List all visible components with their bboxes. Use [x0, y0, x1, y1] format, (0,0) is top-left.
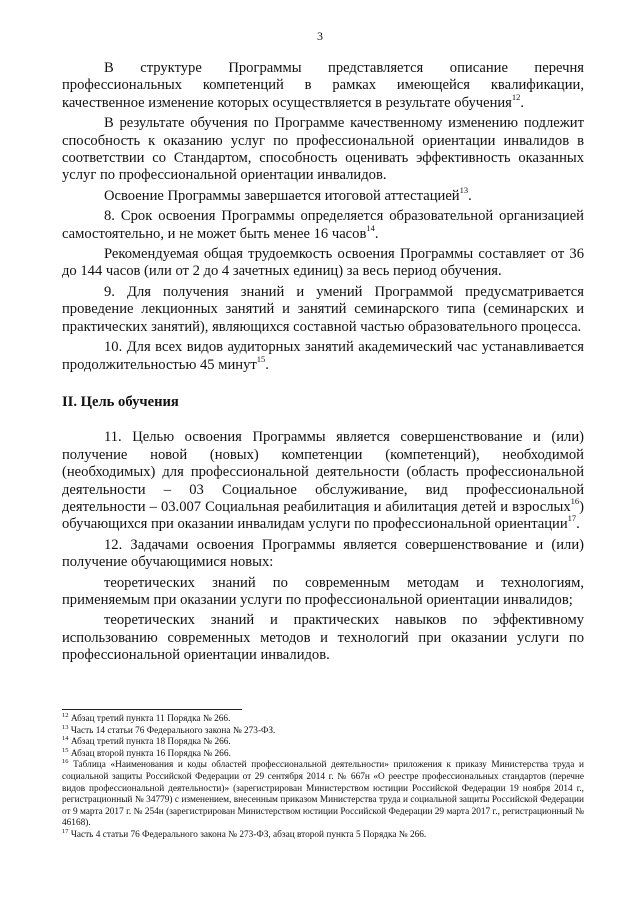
footnote-13: $^{13}$ Часть 14 статьи 76 Федерального закона № 273-ФЗ.: [62, 723, 276, 736]
paragraph-12-tasks: 12. Задачами освоения Программы является совершенствование и (или) получение обучающимися новых:: [62, 536, 584, 571]
paragraph-task-theory: теоретических знаний по современным методам и технологиям, применяемым при оказании услуги по профессиональной ориентации инвалидов;: [62, 574, 584, 608]
paragraph-workload: Рекомендуемая общая трудоемкость освоения Программы составляет от 36 до 144 часов (или от 2 до 4 зачетных единиц) за весь период обучения.: [62, 246, 584, 280]
footnotes: [62, 711, 584, 842]
paragraph-11-goal: 11. Целью освоения Программы является совершенствование и (или) получение новой (новых) компетенции (компетенций), необходимой (необходимых) для профессиональной деятельности (область профессиональной деятельности – 03 Социальное обслуживание, вид профессиональной деятельности – 03.007 Социальная реабилитация и абилитация детей и взрослых$^{16}$) обучающихся при оказании инвалидам услуги по профессиональной ориентации$^{17}$.: [62, 429, 584, 533]
footnote-ref-14: 14: [366, 222, 375, 233]
footnote-14: $^{14}$ Абзац третий пункта 18 Порядка № 266.: [62, 735, 231, 748]
footnote-15: $^{15}$ Абзац второй пункта 16 Порядка № 266.: [62, 746, 231, 759]
paragraph-result: В результате обучения по Программе качественному изменению подлежит способность к оказанию услуг по профессиональной ориентации инвалидов в соответствии со Стандартом, способность оценивать эффективность оказанных услуг по профессиональной ориентации инвалидов.: [62, 115, 584, 184]
footnote-separator: [62, 709, 242, 710]
footnote-12: $^{12}$ Абзац третий пункта 11 Порядка № 266.: [62, 711, 231, 724]
paragraph-attestation: Освоение Программы завершается итоговой аттестацией$^{13}$.: [104, 184, 472, 204]
document-body: [62, 60, 584, 668]
footnote-17: $^{17}$ Часть 4 статьи 76 Федерального закона № 273-ФЗ, абзац второй пункта 5 Порядка № 266.: [62, 827, 427, 840]
paragraph-10-hour: 10. Для всех видов аудиторных занятий академический час устанавливается продолжительностью 45 минут$^{15}$.: [62, 339, 584, 373]
footnote-ref-15: 15: [256, 353, 266, 364]
paragraph-structure: В структуре Программы представляется описание перечня профессиональных компетенций в рамках имеющейся квалификации, качественное изменение которых осуществляется в результате обучения$^{12}$.: [62, 60, 584, 111]
footnote-ref-17: 17: [567, 513, 577, 524]
footnote-ref-16: 16: [570, 496, 580, 507]
paragraph-9-lessons: 9. Для получения знаний и умений Программой предусматривается проведение лекционных занятий и занятий семинарского типа (семинарских и практических занятий), являющихся составной частью образовательного процесса.: [62, 283, 584, 335]
footnote-ref-13: 13: [459, 184, 469, 195]
page-number: 3: [317, 29, 323, 43]
paragraph-task-practice: теоретических знаний и практических навыков по эффективному использованию современных методов и технологий при оказании услуги по профессиональной ориентации инвалидов.: [62, 612, 584, 664]
section-heading: II. Цель обучения: [62, 393, 179, 410]
footnote-16: $^{16}$ Таблица «Наименования и коды областей профессиональной деятельности» приложения к приказу Министерства труда и социальной защиты Российской Федерации от 29 сентября 2014 г. № 667н «О реестре профессиональных стандартов (перечне видов профессиональной деятельности)» (зарегистрирован Министерством юстиции Российской Федерации 19 ноября 2014 г., регистрационный № 34779) с изменением, внесенным приказом Министерства труда и социальной защиты Российской Федерации от 9 марта 2017 г. № 254н (зарегистрирован Министерством юстиции Российской Федерации 29 марта 2017 г., регистрационный № 46168).: [62, 758, 584, 829]
footnote-ref-12: 12: [511, 91, 521, 102]
paragraph-8-term: 8. Срок освоения Программы определяется образовательной организацией самостоятельно, и не может быть менее 16 часов$^{14}$.: [62, 208, 584, 242]
